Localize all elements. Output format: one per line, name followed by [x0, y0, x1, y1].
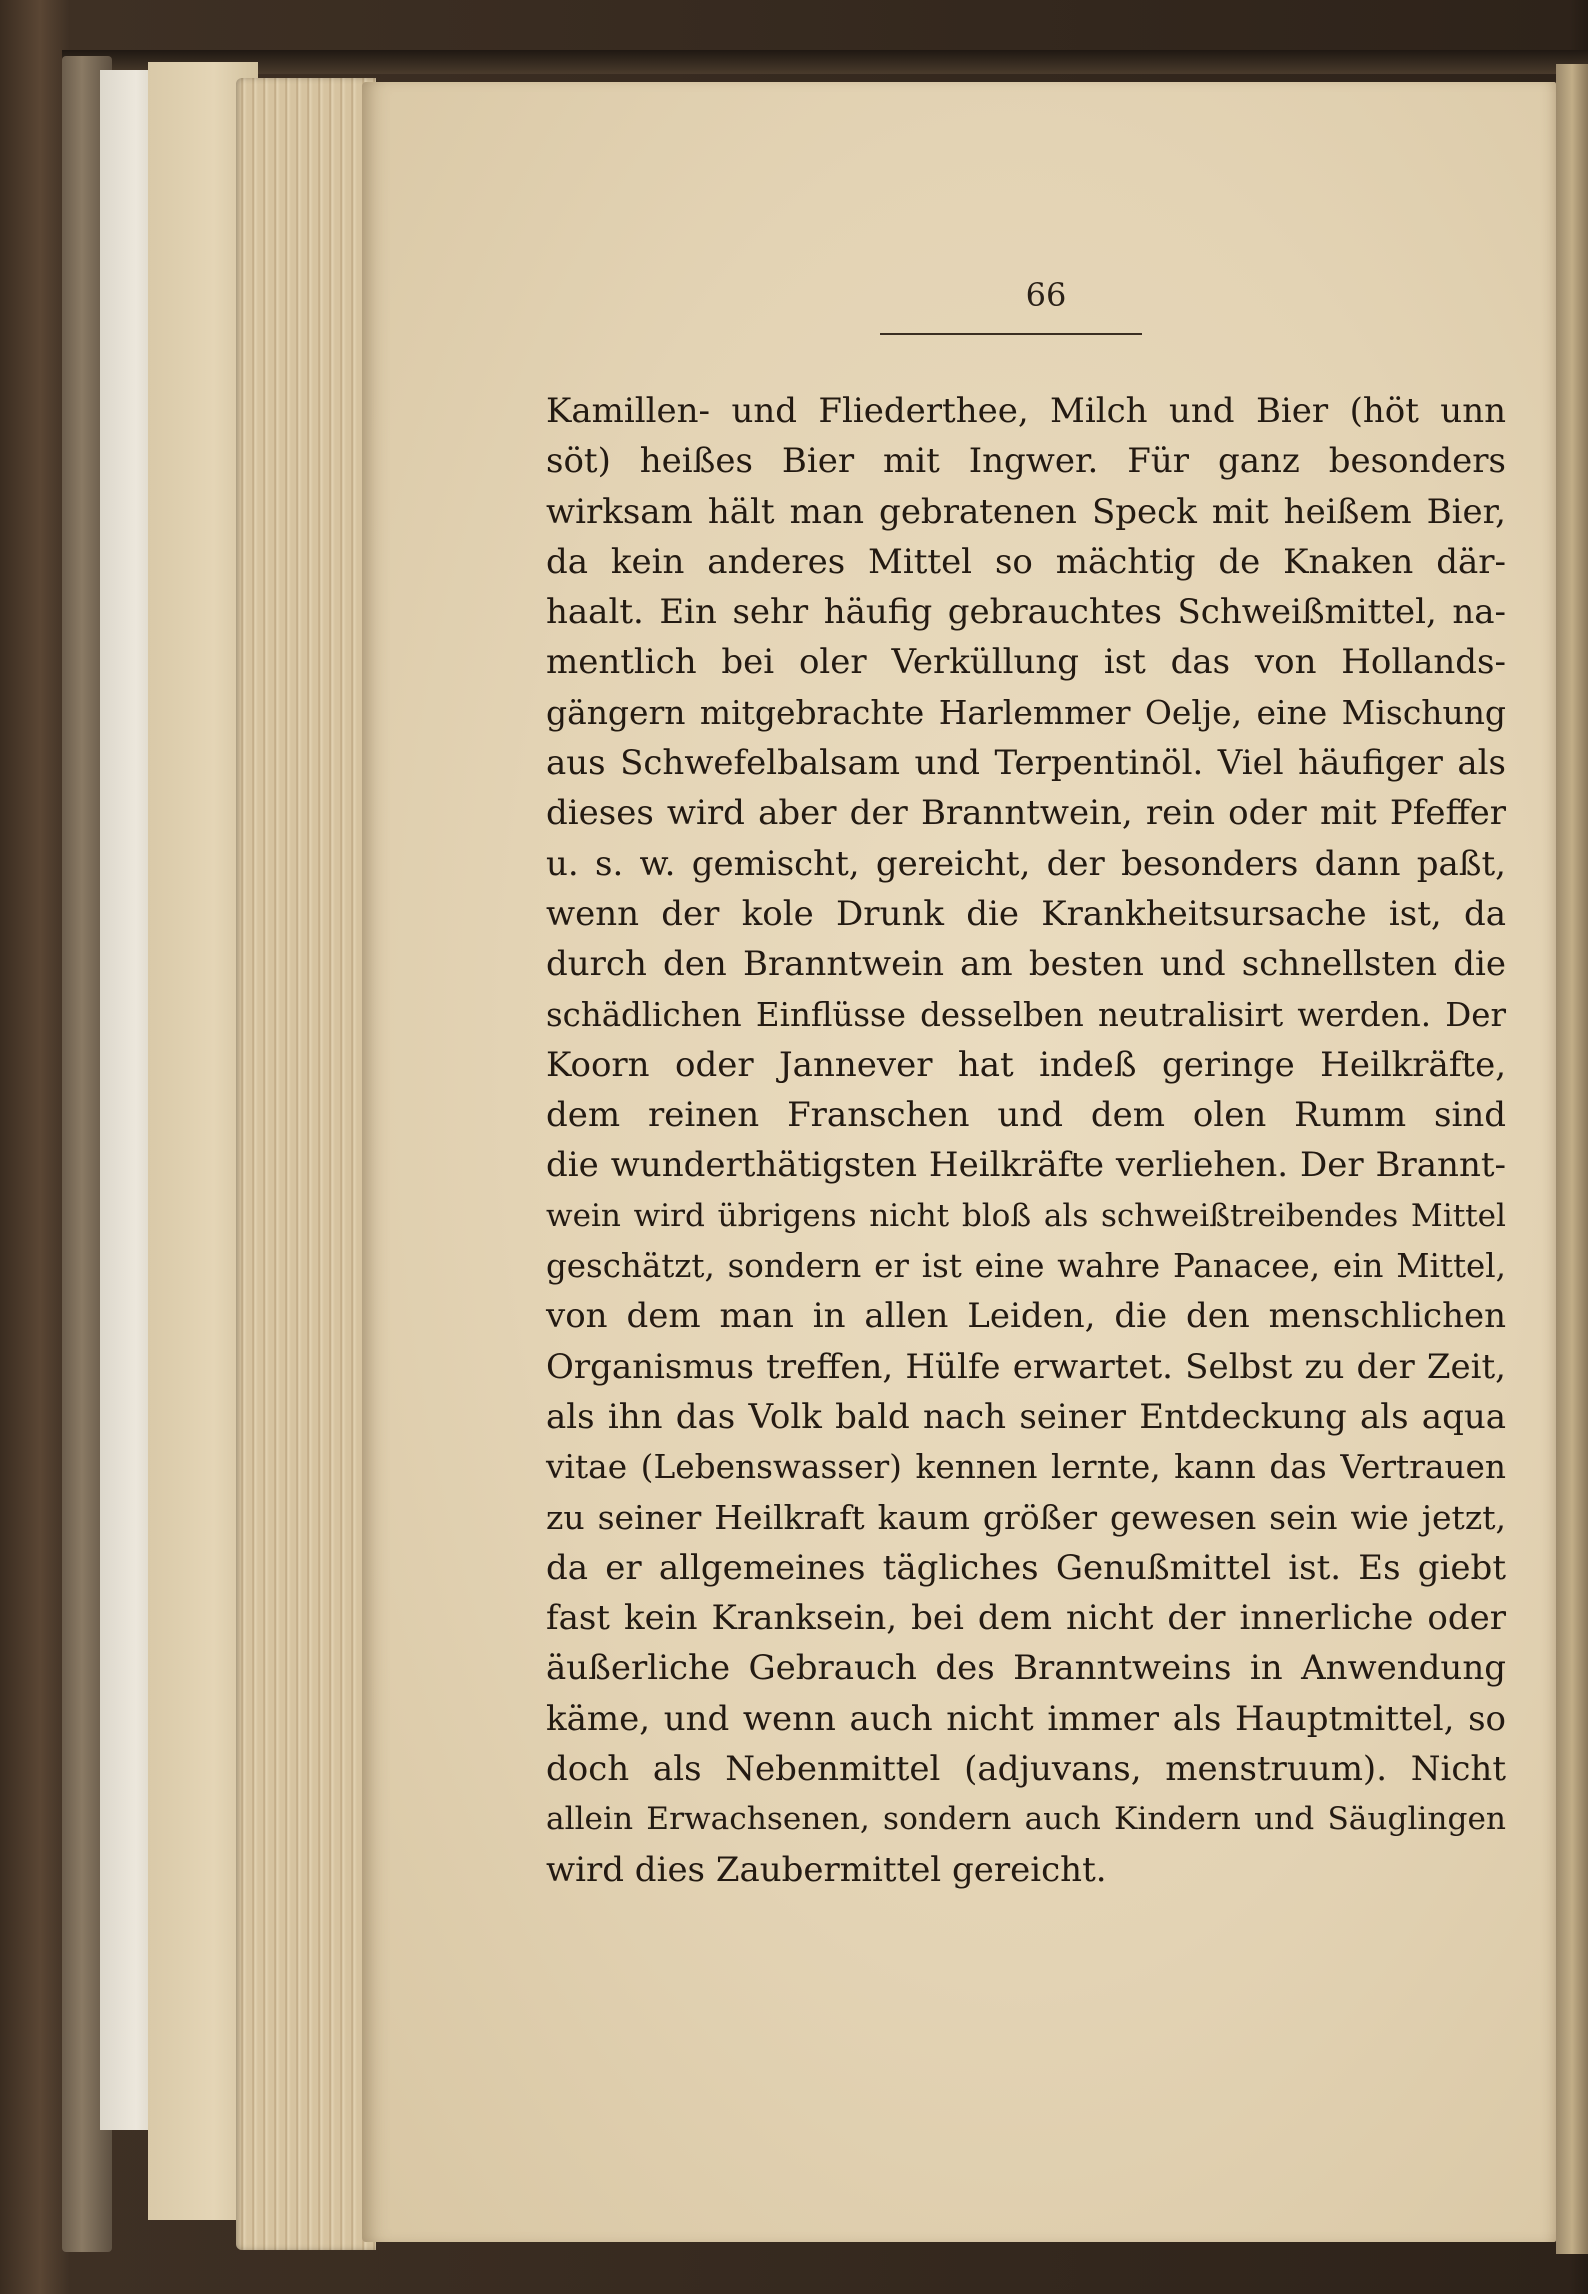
text-line: wird dies Zaubermittel gereicht. — [546, 1849, 1107, 1890]
text-line: schädlichen Einflüsse desselben neutralisirt werden. Der — [546, 995, 1506, 1034]
text-line: geschätzt, sondern er ist eine wahre Panacee, ein Mittel, — [546, 1247, 1506, 1286]
text-line: u. s. w. gemischt, gereicht, der besonders dann paßt, — [546, 843, 1506, 884]
book-binding-top — [62, 50, 1588, 74]
text-line: doch als Nebenmittel (adjuvans, menstruum). Nicht — [546, 1749, 1506, 1790]
text-line: zu seiner Heilkraft kaum größer gewesen sein wie jetzt, — [546, 1497, 1506, 1537]
text-line: durch den Branntwein am besten und schnellsten die — [546, 944, 1506, 985]
text-line: wenn der kole Drunk die Krankheitsursache ist, da — [546, 893, 1506, 934]
text-line: gängern mitgebrachte Harlemmer Oelje, eine Mischung — [546, 692, 1506, 732]
text-line: aus Schwefelbalsam und Terpentinöl. Viel häufiger als — [546, 743, 1506, 784]
body-text — [546, 386, 1506, 1895]
text-line: Organismus treffen, Hülfe erwartet. Selbst zu der Zeit, — [546, 1346, 1506, 1387]
page-stack — [236, 78, 376, 2250]
text-line: da er allgemeines tägliches Genußmittel ist. Es giebt — [546, 1547, 1506, 1588]
text-line: dieses wird aber der Branntwein, rein oder mit Pfeffer — [546, 793, 1506, 834]
text-line: allein Erwachsenen, sondern auch Kindern und Säuglingen — [546, 1801, 1506, 1838]
text-line: die wunderthätigsten Heilkräfte verliehen. Der Brannt- — [546, 1145, 1506, 1186]
text-line: käme, und wenn auch nicht immer als Hauptmittel, so — [546, 1698, 1506, 1739]
text-line: fast kein Kranksein, bei dem nicht der innerliche oder — [546, 1598, 1506, 1639]
text-line: haalt. Ein sehr häufig gebrauchtes Schweißmittel, na- — [546, 592, 1506, 633]
text-line: wein wird übrigens nicht bloß als schweißtreibendes Mittel — [546, 1197, 1506, 1234]
text-line: vitae (Lebenswasser) kennen lernte, kann das Vertrauen — [546, 1448, 1506, 1487]
right-page-edge — [1556, 64, 1588, 2254]
text-line: als ihn das Volk bald nach seiner Entdeckung als aqua — [546, 1396, 1506, 1437]
text-line: Koorn oder Jannever hat indeß geringe Heilkräfte, — [546, 1044, 1506, 1085]
text-line: Kamillen- und Fliederthee, Milch und Bier (höt unn — [546, 391, 1506, 431]
text-line: söt) heißes Bier mit Ingwer. Für ganz besonders — [546, 441, 1506, 482]
text-line: wirksam hält man gebratenen Speck mit heißem Bier, — [546, 491, 1506, 532]
text-line: von dem man in allen Leiden, die den menschlichen — [546, 1296, 1506, 1337]
text-line: da kein anderes Mittel so mächtig de Knaken där- — [546, 541, 1506, 582]
text-line: äußerliche Gebrauch des Branntweins in Anwendung — [546, 1648, 1506, 1689]
text-line: dem reinen Franschen und dem olen Rumm sind — [546, 1095, 1506, 1136]
text-line: mentlich bei oler Verküllung ist das von Hollands- — [546, 642, 1506, 683]
page-number: 66 — [1025, 276, 1067, 314]
header-rule — [880, 333, 1142, 335]
